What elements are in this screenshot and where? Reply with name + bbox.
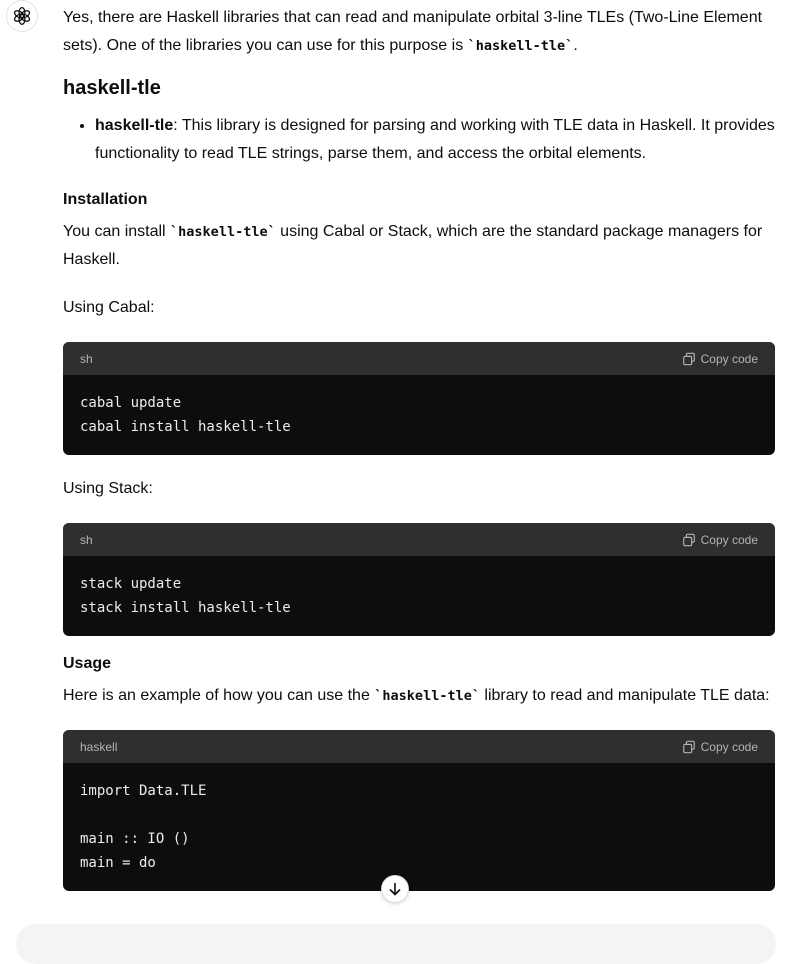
code-language: haskell	[80, 739, 118, 754]
code-block-header	[63, 730, 775, 763]
code-block-header	[63, 342, 775, 375]
usage-paragraph	[63, 682, 775, 710]
intro-text-b: .	[573, 37, 578, 54]
install-text-b: using Cabal or Stack, which are the standard package managers for Haskell.	[63, 223, 763, 268]
usage-heading: Usage	[63, 655, 112, 672]
code-block-header	[63, 523, 775, 556]
arrow-down-icon	[387, 881, 403, 897]
openai-logo-icon	[12, 6, 32, 26]
copy-code-label: Copy code	[700, 532, 758, 547]
code-block-haskell	[63, 730, 775, 891]
intro-text-a: Yes, there are Haskell libraries that can read and manipulate orbital 3-line TLEs (Two-Line Element sets). One of the libraries you can use for this purpose is	[63, 9, 763, 54]
code-content: stack update stack install haskell-tle	[80, 576, 291, 616]
copy-icon	[682, 533, 696, 547]
usage-text-b: library to read and manipulate TLE data:	[479, 687, 770, 704]
intro-paragraph	[63, 4, 775, 60]
assistant-avatar	[6, 0, 38, 32]
message-composer[interactable]	[16, 924, 776, 964]
using-cabal-label: Using Cabal:	[63, 299, 155, 316]
bullet-bold: haskell-tle	[95, 117, 174, 134]
copy-code-button[interactable]	[682, 532, 758, 548]
code-content: cabal update cabal install haskell-tle	[80, 395, 291, 435]
scroll-to-bottom-button[interactable]	[381, 875, 409, 903]
installation-heading: Installation	[63, 191, 148, 208]
code-language: sh	[80, 351, 93, 366]
inline-code: `haskell-tle`	[170, 224, 276, 240]
code-content: import Data.TLE main :: IO () main = do	[80, 783, 207, 871]
copy-code-button[interactable]	[682, 351, 758, 367]
install-paragraph	[63, 218, 775, 274]
copy-code-label: Copy code	[700, 351, 758, 366]
inline-code: `haskell-tle`	[374, 688, 480, 704]
library-heading: haskell-tle	[63, 77, 161, 99]
assistant-message	[63, 4, 775, 891]
copy-icon	[682, 740, 696, 754]
bullet-text: : This library is designed for parsing and working with TLE data in Haskell. It provides functionality to read TLE strings, parse them, and access the orbital elements.	[95, 117, 775, 162]
usage-text-a: Here is an example of how you can use the	[63, 687, 375, 704]
using-stack-label: Using Stack:	[63, 480, 153, 497]
install-text-a: You can install	[63, 223, 171, 240]
library-list	[63, 112, 775, 168]
list-item	[95, 112, 775, 168]
code-block-cabal	[63, 342, 775, 455]
copy-code-label: Copy code	[700, 739, 758, 754]
code-block-stack	[63, 523, 775, 636]
code-language: sh	[80, 532, 93, 547]
copy-icon	[682, 352, 696, 366]
inline-code: `haskell-tle`	[467, 38, 574, 54]
copy-code-button[interactable]	[682, 739, 758, 755]
